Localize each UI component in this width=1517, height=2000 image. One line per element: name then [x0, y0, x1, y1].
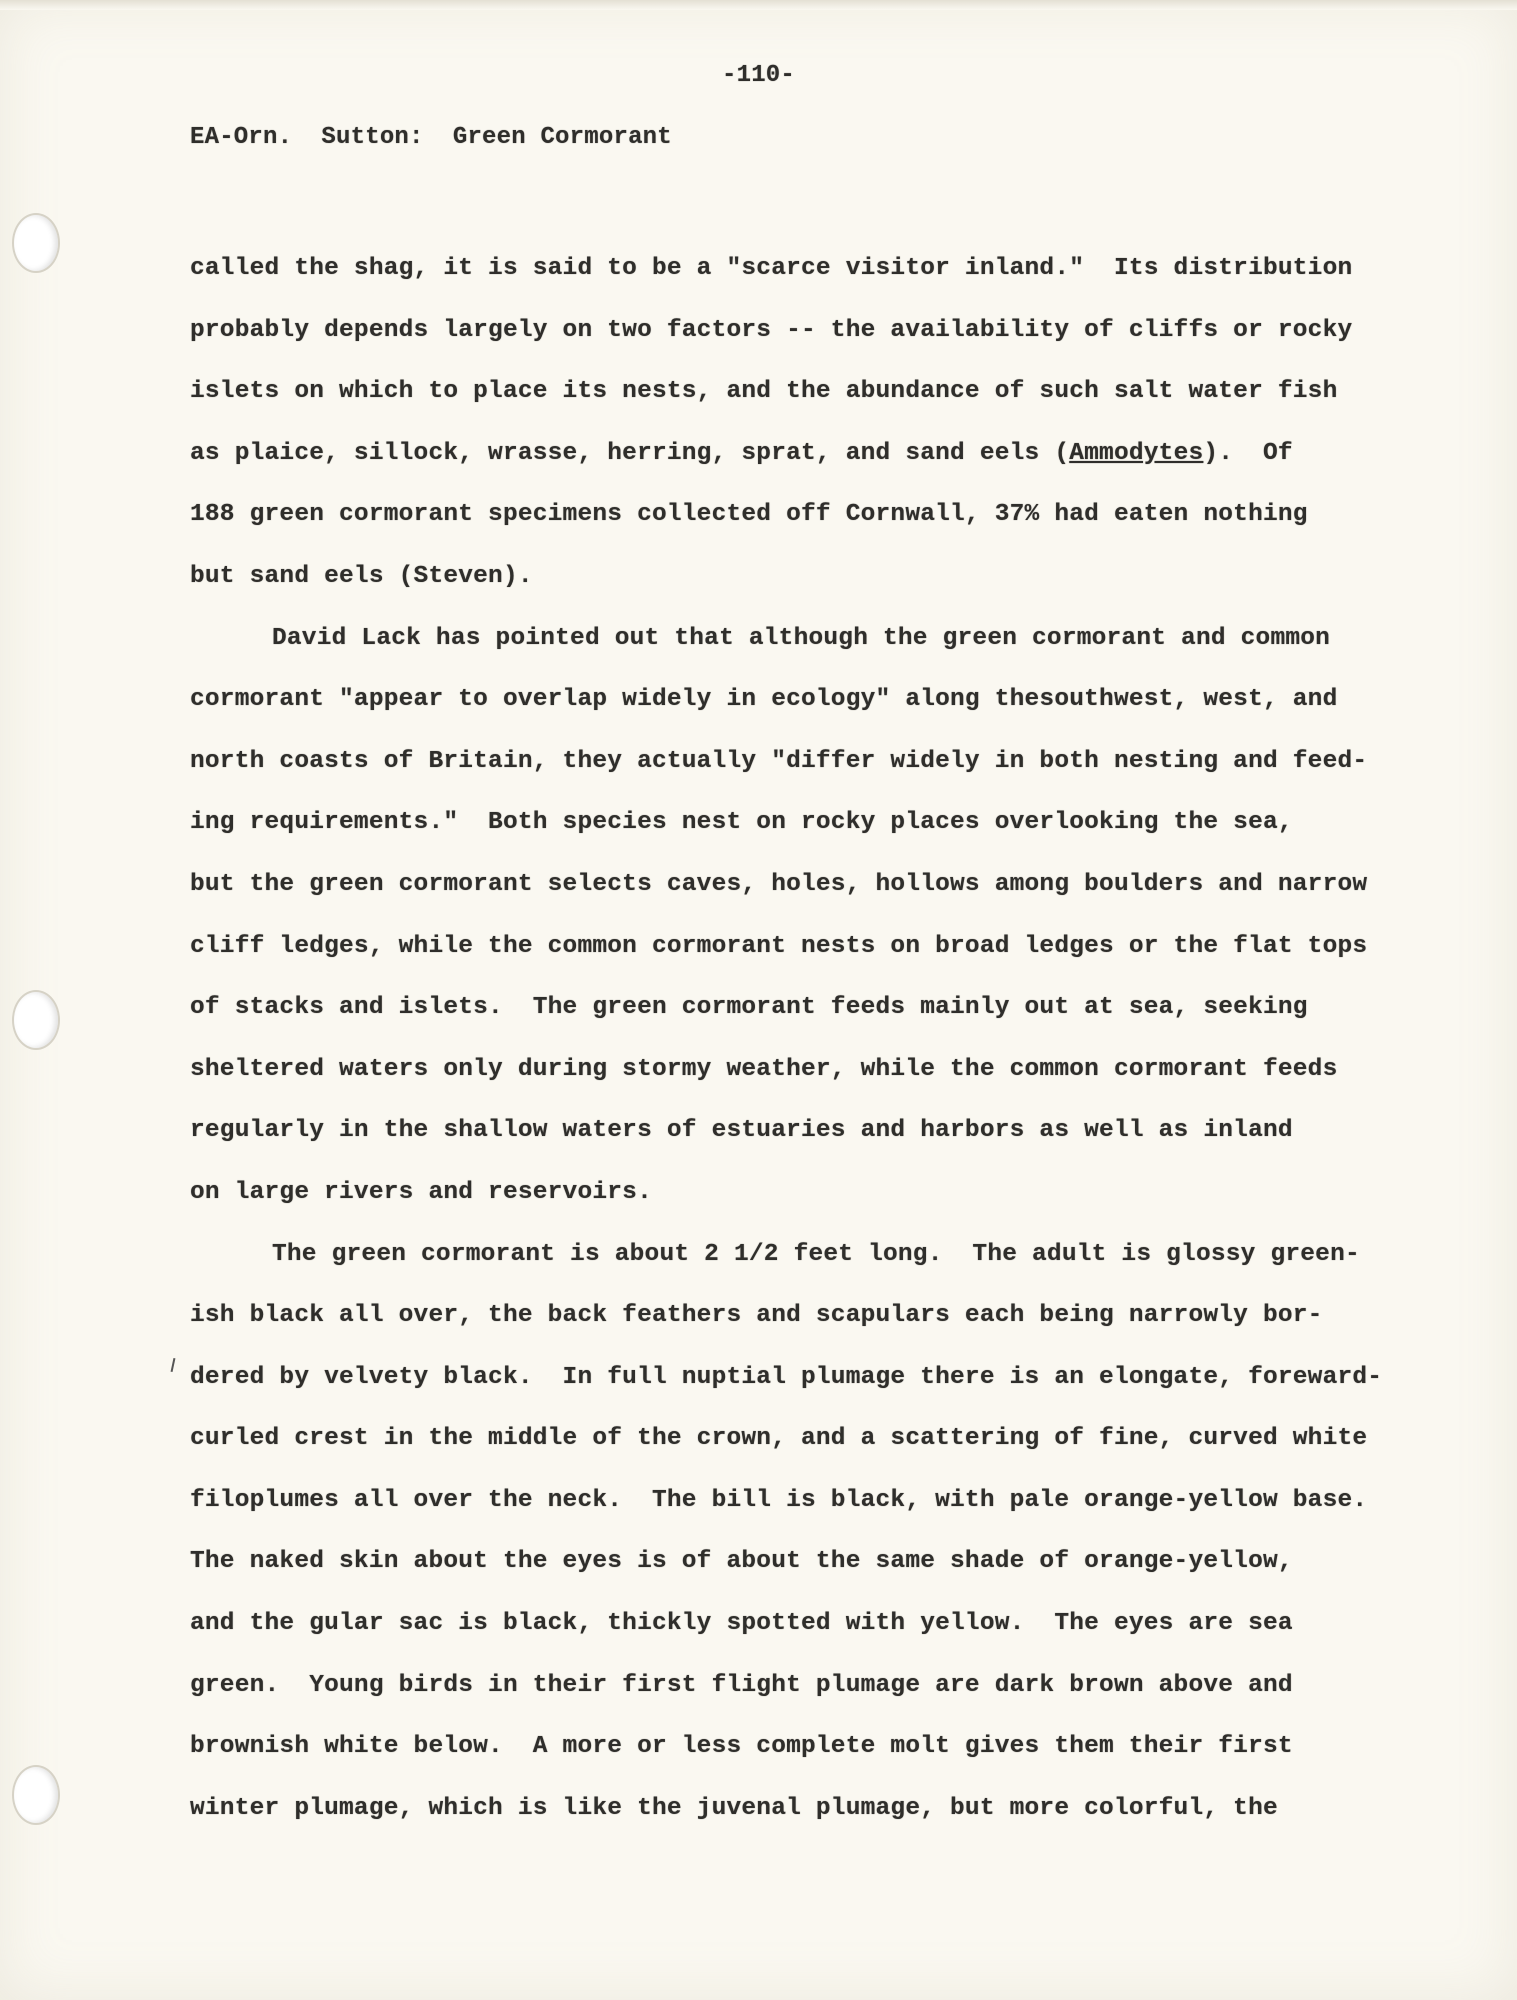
- text-line: cormorant "appear to overlap widely in ecology" along thesouthwest, west, and: [190, 686, 1338, 714]
- text-segment: ). Of: [1203, 439, 1293, 467]
- text-line: dered by velvety black. In full nuptial plumage there is an elongate, foreward-: [190, 1363, 1383, 1391]
- text-line: islets on which to place its nests, and the abundance of such salt water fish: [190, 378, 1338, 406]
- punch-hole: [12, 990, 60, 1050]
- text-line: ing requirements." Both species nest on rocky places overlooking the sea,: [190, 809, 1293, 837]
- text-line: David Lack has pointed out that although the green cormorant and common: [272, 624, 1331, 652]
- text-line: of stacks and islets. The green cormorant feeds mainly out at sea, seeking: [190, 994, 1308, 1022]
- punch-hole: [12, 1765, 60, 1825]
- text-line: filoplumes all over the neck. The bill is black, with pale orange-yellow base.: [190, 1486, 1368, 1514]
- text-line: 188 green cormorant specimens collected off Cornwall, 37% had eaten nothing: [190, 501, 1308, 529]
- text-line: but sand eels (Steven).: [190, 562, 533, 590]
- text-line: The green cormorant is about 2 1/2 feet long. The adult is glossy green-: [272, 1240, 1360, 1268]
- text-line: ish black all over, the back feathers and scapulars each being narrowly bor-: [190, 1302, 1323, 1330]
- page-number: -110-: [721, 62, 795, 89]
- text-line: green. Young birds in their first flight plumage are dark brown above and: [190, 1671, 1293, 1699]
- text-line: winter plumage, which is like the juvenal plumage, but more colorful, the: [190, 1794, 1278, 1822]
- text-line: but the green cormorant selects caves, holes, hollows among boulders and narrow: [190, 870, 1368, 898]
- text-segment: as plaice, sillock, wrasse, herring, sprat, and sand eels (: [190, 439, 1070, 467]
- body-text: [190, 238, 1430, 1839]
- text-line: regularly in the shallow waters of estuaries and harbors as well as inland: [190, 1117, 1293, 1145]
- text-line: curled crest in the middle of the crown, and a scattering of fine, curved white: [190, 1425, 1368, 1453]
- underlined-genus-name: Ammodytes: [1069, 439, 1204, 467]
- margin-pen-mark: [171, 1358, 176, 1372]
- text-line: brownish white below. A more or less complete molt gives them their first: [190, 1733, 1293, 1761]
- text-line: cliff ledges, while the common cormorant nests on broad ledges or the flat tops: [190, 932, 1368, 960]
- punch-hole: [12, 213, 60, 273]
- text-line: north coasts of Britain, they actually "differ widely in both nesting and feed-: [190, 747, 1368, 775]
- text-line: called the shag, it is said to be a "scarce visitor inland." Its distribution: [190, 255, 1353, 282]
- text-line: probably depends largely on two factors -- the availability of cliffs or rocky: [190, 316, 1353, 344]
- text-line: on large rivers and reservoirs.: [190, 1178, 652, 1206]
- running-header: EA-Orn. Sutton: Green Cormorant: [190, 124, 672, 151]
- text-line: The naked skin about the eyes is of about the same shade of orange-yellow,: [190, 1548, 1293, 1576]
- paper-top-edge: [0, 0, 1517, 10]
- text-line: sheltered waters only during stormy weather, while the common cormorant feeds: [190, 1055, 1338, 1083]
- text-line: and the gular sac is black, thickly spotted with yellow. The eyes are sea: [190, 1610, 1293, 1638]
- text-line: [190, 423, 1430, 485]
